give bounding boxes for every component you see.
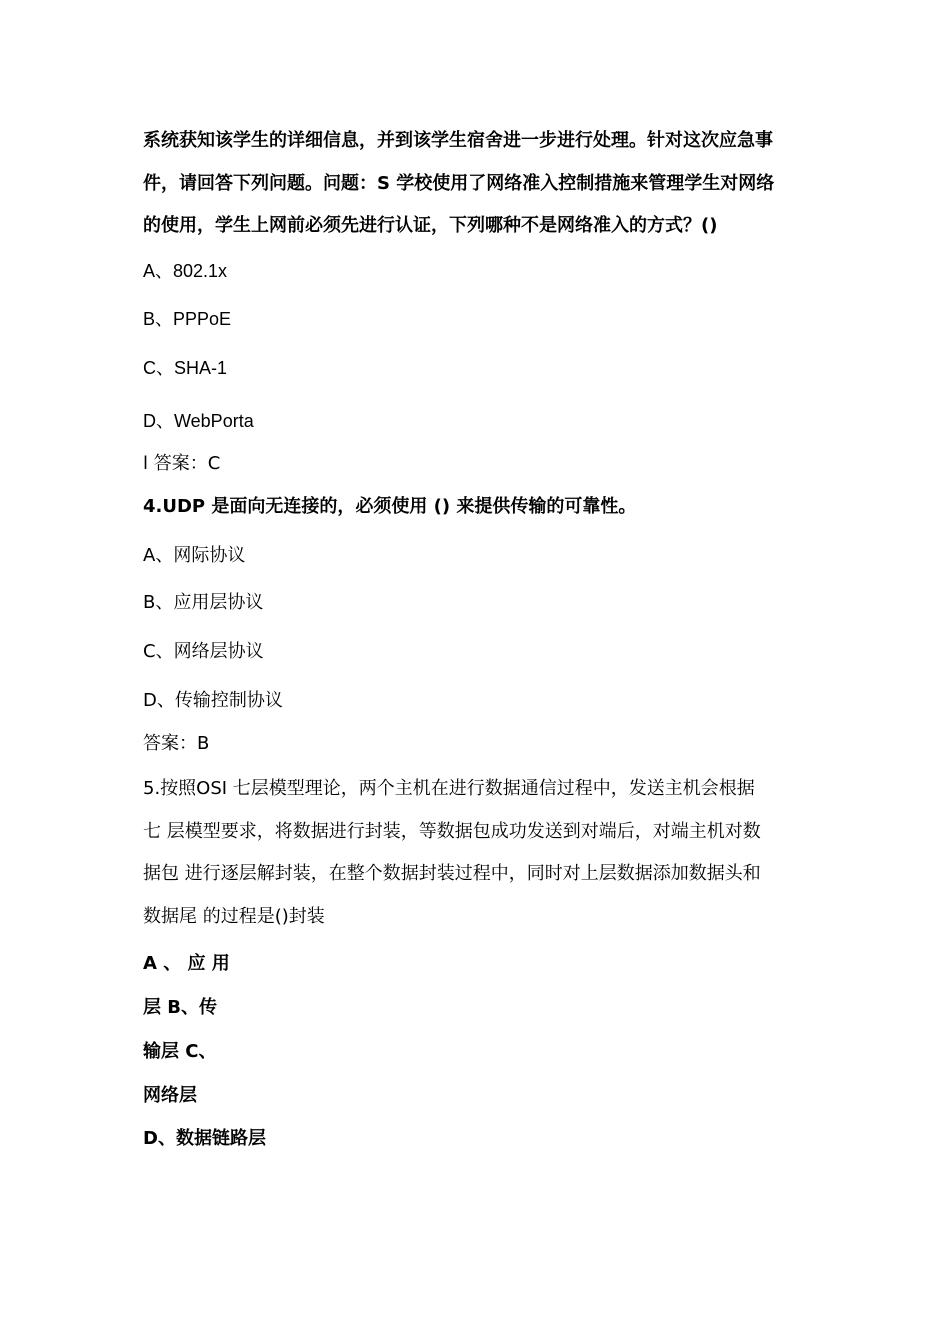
q5-option-line-3: 输层 C、 (143, 1041, 217, 1062)
q3-stem-text-1: 系统获知该学生的详细信息，并到该学生宿舍进一步进行处理。针对这次应急事 (143, 130, 773, 151)
q5-option-line-4: 网络层 (143, 1085, 197, 1106)
q3-stem-text-2: 件，请回答下列问题。问题：S 学校使用了网络准入控制措施来管理学生对网络 (143, 173, 775, 194)
q3-option-b: B、PPPoE (143, 309, 232, 329)
q4-option-c: C、网络层协议 (143, 641, 264, 662)
q3-stem-line-3 (143, 214, 717, 238)
q3-option-a: A、802.1x (143, 261, 228, 281)
q4-answer: 答案：B (143, 733, 210, 754)
q4-option-a: A、网际协议 (143, 545, 246, 566)
q5-stem-line-2: 七 层模型要求，将数据进行封装，等数据包成功发送到对端后，对端主机对数 (143, 821, 761, 842)
q5-option-line-5: D、数据链路层 (143, 1128, 266, 1149)
q3-option-c: C、SHA-1 (143, 358, 228, 378)
q3-option-d: D、WebPorta (143, 411, 254, 431)
q5-stem-line-1: 5.按照OSI 七层模型理论，两个主机在进行数据通信过程中，发送主机会根据 (143, 778, 755, 799)
q3-answer: l 答案：C (143, 453, 221, 474)
q5-option-line-2: 层 B、传 (143, 997, 217, 1018)
q3-stem-text-3: 的使用，学生上网前必须先进行认证，下列哪种不是网络准入的方式？() (143, 215, 718, 236)
q4-option-b: B、应用层协议 (143, 592, 264, 613)
q4-stem: 4.UDP 是面向无连接的，必须使用 () 来提供传输的可靠性。 (143, 496, 637, 517)
q4-option-d: D、传输控制协议 (143, 690, 283, 711)
q3-stem-line-1 (143, 129, 805, 153)
q3-stem-line-2 (143, 172, 774, 196)
q5-stem-line-3: 据包 进行逐层解封装，在整个数据封装过程中，同时对上层数据添加数据头和 (143, 863, 761, 884)
q5-option-line-1: A 、 应 用 (143, 953, 230, 974)
q5-stem-line-4: 数据尾 的过程是()封装 (143, 906, 325, 927)
